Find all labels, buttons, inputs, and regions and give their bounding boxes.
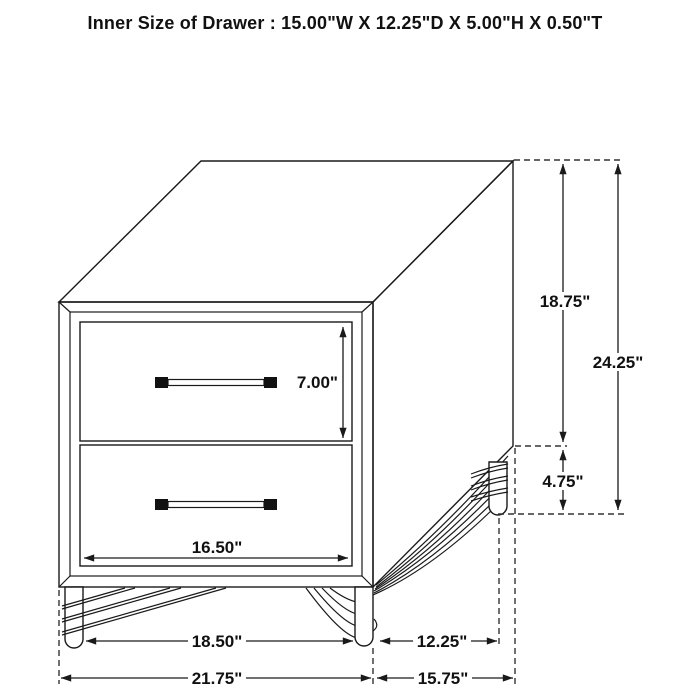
dim-label-drawer-width: 16.50" bbox=[191, 538, 243, 557]
front-right-leg bbox=[355, 587, 373, 646]
dim-label-front-leg-spacing: 18.50" bbox=[191, 632, 243, 651]
dim-label-overall-height: 24.25" bbox=[592, 353, 644, 372]
dim-label-leg-height: 4.75" bbox=[542, 472, 584, 491]
diagram-title: Inner Size of Drawer : 15.00"W X 12.25"D X 5.00"H X 0.50"T bbox=[87, 13, 603, 33]
dim-label-drawer-height: 7.00" bbox=[296, 373, 338, 392]
dim-label-overall-depth: 15.75" bbox=[417, 669, 469, 688]
dim-label-overall-width: 21.75" bbox=[191, 669, 243, 688]
dim-label-upper-height: 18.75" bbox=[539, 292, 591, 311]
dim-label-side-leg-spacing: 12.25" bbox=[416, 632, 468, 651]
